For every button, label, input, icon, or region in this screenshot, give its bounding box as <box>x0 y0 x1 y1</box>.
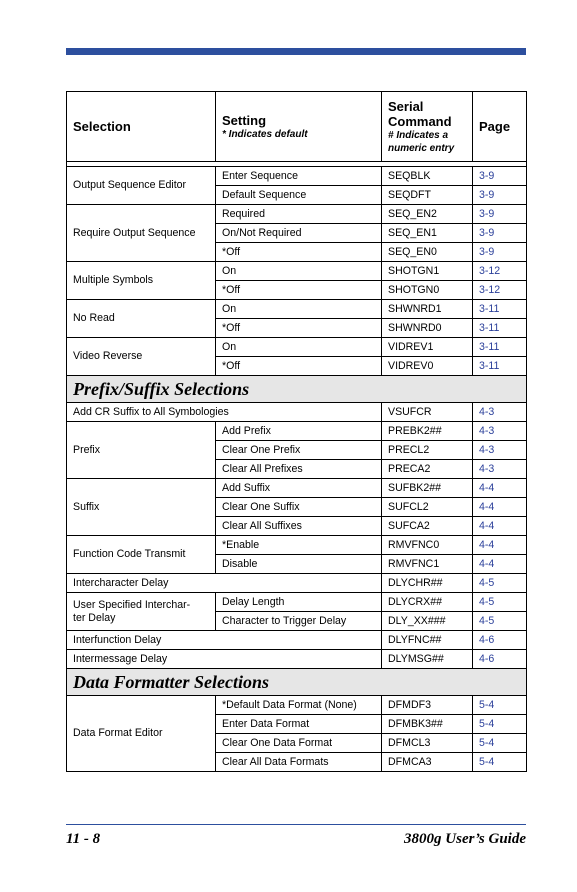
page-link[interactable]: 4-6 <box>473 631 527 650</box>
command-cell: DLYFNC## <box>382 631 473 650</box>
table-row <box>67 650 527 669</box>
selection-cell: No Read <box>67 300 216 338</box>
selection-cell: Interfunction Delay <box>67 631 382 650</box>
setting-cell: *Off <box>216 357 382 376</box>
page-link[interactable]: 4-5 <box>473 612 527 631</box>
header-page: Page <box>473 92 527 162</box>
command-cell: DLY_XX### <box>382 612 473 631</box>
table-row <box>67 167 527 186</box>
setting-cell: Enter Data Format <box>216 715 382 734</box>
command-cell: DLYCRX## <box>382 593 473 612</box>
table-row <box>67 479 527 498</box>
selection-cell: Prefix <box>67 422 216 479</box>
table-row <box>67 593 527 612</box>
command-cell: SEQ_EN0 <box>382 243 473 262</box>
table-row <box>67 696 527 715</box>
command-cell: VIDREV0 <box>382 357 473 376</box>
selection-cell: Add CR Suffix to All Symbologies <box>67 403 382 422</box>
header-setting-note: * Indicates default <box>222 128 308 140</box>
selection-label-line1: User Specified Interchar- <box>73 598 191 611</box>
command-cell: DFMBK3## <box>382 715 473 734</box>
selection-cell: Require Output Sequence <box>67 205 216 262</box>
setting-cell: *Default Data Format (None) <box>216 696 382 715</box>
setting-cell: Add Prefix <box>216 422 382 441</box>
setting-cell: Disable <box>216 555 382 574</box>
command-cell: PRECA2 <box>382 460 473 479</box>
page-link[interactable]: 3-11 <box>473 357 527 376</box>
command-cell: SUFBK2## <box>382 479 473 498</box>
setting-cell: Clear One Suffix <box>216 498 382 517</box>
page-link[interactable]: 5-4 <box>473 734 527 753</box>
header-setting-label: Setting <box>222 112 267 128</box>
header-serial-note1: # Indicates a <box>388 129 449 141</box>
section-heading-row <box>67 376 527 403</box>
command-cell: SEQ_EN1 <box>382 224 473 243</box>
command-cell: PREBK2## <box>382 422 473 441</box>
header-rule <box>66 48 526 55</box>
selection-cell: Intercharacter Delay <box>67 574 382 593</box>
selection-cell: Suffix <box>67 479 216 536</box>
table-row <box>67 205 527 224</box>
command-cell: SHWNRD0 <box>382 319 473 338</box>
selection-cell <box>67 593 216 631</box>
command-cell: DFMDF3 <box>382 696 473 715</box>
page-link[interactable]: 4-3 <box>473 422 527 441</box>
table-row <box>67 574 527 593</box>
setting-cell: Required <box>216 205 382 224</box>
selection-cell: Function Code Transmit <box>67 536 216 574</box>
setting-cell: On/Not Required <box>216 224 382 243</box>
page-link[interactable]: 4-4 <box>473 498 527 517</box>
page-link[interactable]: 4-4 <box>473 479 527 498</box>
section-heading-row <box>67 669 527 696</box>
setting-cell: Character to Trigger Delay <box>216 612 382 631</box>
setting-cell: Default Sequence <box>216 186 382 205</box>
setting-cell: Enter Sequence <box>216 167 382 186</box>
command-cell: PRECL2 <box>382 441 473 460</box>
setting-cell: Clear All Data Formats <box>216 753 382 772</box>
page-link[interactable]: 4-3 <box>473 403 527 422</box>
command-cell: VSUFCR <box>382 403 473 422</box>
setting-cell: Clear All Suffixes <box>216 517 382 536</box>
table-row <box>67 338 527 357</box>
command-cell: VIDREV1 <box>382 338 473 357</box>
page-link[interactable]: 3-12 <box>473 281 527 300</box>
setting-cell: *Off <box>216 243 382 262</box>
table-row <box>67 536 527 555</box>
command-table <box>66 91 527 772</box>
page-link[interactable]: 3-9 <box>473 205 527 224</box>
page-link[interactable]: 3-12 <box>473 262 527 281</box>
setting-cell: *Off <box>216 319 382 338</box>
setting-cell: On <box>216 300 382 319</box>
table-row <box>67 422 527 441</box>
command-cell: SHOTGN0 <box>382 281 473 300</box>
page-link[interactable]: 4-4 <box>473 536 527 555</box>
setting-cell: Clear One Data Format <box>216 734 382 753</box>
page-link[interactable]: 4-6 <box>473 650 527 669</box>
footer-page-number: 11 - 8 <box>66 831 101 847</box>
selection-label-line2: ter Delay <box>73 611 116 624</box>
setting-cell: Clear One Prefix <box>216 441 382 460</box>
page-link[interactable]: 3-9 <box>473 167 527 186</box>
command-cell: RMVFNC1 <box>382 555 473 574</box>
page-link[interactable]: 3-11 <box>473 300 527 319</box>
selection-cell: Multiple Symbols <box>67 262 216 300</box>
page-link[interactable]: 3-11 <box>473 338 527 357</box>
selection-cell: Output Sequence Editor <box>67 167 216 205</box>
header-serial-line1: Serial <box>388 98 424 114</box>
page-link[interactable]: 3-9 <box>473 186 527 205</box>
setting-cell: *Enable <box>216 536 382 555</box>
section-heading-prefix-suffix: Prefix/Suffix Selections <box>67 376 527 403</box>
section-heading-data-formatter: Data Formatter Selections <box>67 669 527 696</box>
page-link[interactable]: 3-9 <box>473 224 527 243</box>
header-serial-command <box>382 92 473 162</box>
command-cell: SEQ_EN2 <box>382 205 473 224</box>
page-link[interactable]: 4-4 <box>473 517 527 536</box>
page-link[interactable]: 3-11 <box>473 319 527 338</box>
table-header-row <box>67 92 527 162</box>
command-cell: DFMCA3 <box>382 753 473 772</box>
page-link[interactable]: 3-9 <box>473 243 527 262</box>
page-link[interactable]: 5-4 <box>473 715 527 734</box>
setting-cell: On <box>216 262 382 281</box>
footer-rule <box>66 824 526 825</box>
table-row <box>67 631 527 650</box>
header-selection: Selection <box>67 92 216 162</box>
selection-cell: Video Reverse <box>67 338 216 376</box>
page-link[interactable]: 5-4 <box>473 753 527 772</box>
command-cell: SUFCL2 <box>382 498 473 517</box>
page-link[interactable]: 5-4 <box>473 696 527 715</box>
selection-cell: Data Format Editor <box>67 696 216 772</box>
page-link[interactable]: 4-5 <box>473 574 527 593</box>
header-setting <box>216 92 382 162</box>
command-cell: DLYMSG## <box>382 650 473 669</box>
command-cell: SHWNRD1 <box>382 300 473 319</box>
table-row <box>67 403 527 422</box>
setting-cell: *Off <box>216 281 382 300</box>
page-link[interactable]: 4-4 <box>473 555 527 574</box>
page-link[interactable]: 4-3 <box>473 441 527 460</box>
command-cell: DFMCL3 <box>382 734 473 753</box>
command-cell: SHOTGN1 <box>382 262 473 281</box>
footer-guide-title: 3800g User’s Guide <box>404 831 526 847</box>
command-cell: SEQBLK <box>382 167 473 186</box>
command-cell: DLYCHR## <box>382 574 473 593</box>
command-cell: RMVFNC0 <box>382 536 473 555</box>
table-row <box>67 262 527 281</box>
table-row <box>67 300 527 319</box>
command-cell: SUFCA2 <box>382 517 473 536</box>
header-serial-note2: numeric entry <box>388 142 455 154</box>
header-serial-line2: Command <box>388 113 452 129</box>
setting-cell: Clear All Prefixes <box>216 460 382 479</box>
selection-cell: Intermessage Delay <box>67 650 382 669</box>
command-cell: SEQDFT <box>382 186 473 205</box>
setting-cell: Delay Length <box>216 593 382 612</box>
page-link[interactable]: 4-5 <box>473 593 527 612</box>
setting-cell: Add Suffix <box>216 479 382 498</box>
page-link[interactable]: 4-3 <box>473 460 527 479</box>
setting-cell: On <box>216 338 382 357</box>
